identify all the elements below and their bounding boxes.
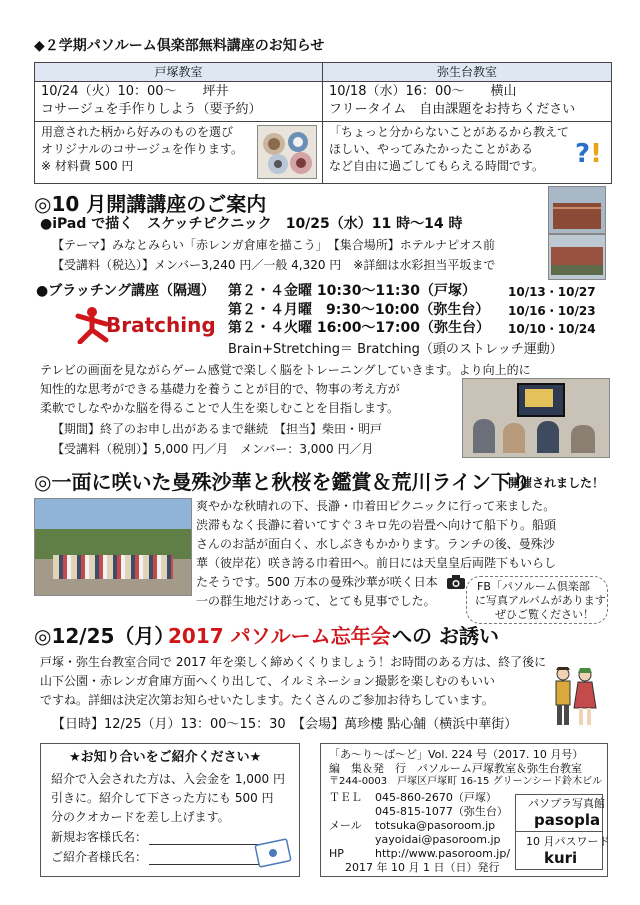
report-line5: たそうです。500 万本の曼殊沙華が咲く日本 xyxy=(196,575,438,589)
totsuka-line1: 10/24（火）10：00～ 坪井 xyxy=(41,84,229,99)
bratching-formula: Brain+Stretching＝ Bratching（頭のストレッチ運動） xyxy=(228,342,563,357)
yayoidai-line1: 10/18（水）16：00～ 横山 xyxy=(329,84,517,99)
party-p1: 戸塚・弥生台教室合同で 2017 年を楽しく締めくくりましょう！お時間のある方は、終了後に xyxy=(40,655,547,669)
report-line6: 一の群生地だけあって、とても見事でした。 xyxy=(196,594,436,608)
section4-title-c: への お誘い xyxy=(392,624,499,648)
corsage-photo xyxy=(257,125,317,179)
bratching-row1: 第２・４金曜 10:30～11:30（戸塚） xyxy=(228,283,477,299)
bratching-row1-dates: 10/13・10/27 xyxy=(508,285,596,299)
section3-title: ◎一面に咲いた曼殊沙華と秋桜を鑑賞＆荒川ライン下り xyxy=(34,470,531,494)
bratching-row3-dates: 10/10・10/24 xyxy=(508,322,596,336)
report-line3: さんのお話が面白く、水しぶきもかかります。ランチの後、曼殊沙 xyxy=(196,537,555,551)
section1-title: ◆２学期パソルーム倶楽部無料講座のお知らせ xyxy=(34,38,325,54)
referral-l1: 紹介で入会された方は、入会金を 1,000 円 xyxy=(51,772,285,786)
yayoidai-desc3: など自由に過ごしてもらえる時間です。 xyxy=(329,159,545,173)
issue-date: 2017 年 10 月 1 日（日）発行 xyxy=(345,861,500,874)
red-brick-photo-1 xyxy=(548,186,606,234)
section2-title: ◎10 月開講講座のご案内 xyxy=(34,192,267,216)
report-line1: 爽やかな秋晴れの下、長瀞・巾着田ピクニックに行って来ました。 xyxy=(196,499,556,513)
totsuka-line2: コサージュを手作りしよう（要予約） xyxy=(41,102,262,117)
tel-yayoidai: 045-815-1077（弥生台） xyxy=(375,805,508,818)
new-customer-label: 新規お客様氏名： xyxy=(51,830,148,844)
totsuka-header: 戸塚教室 xyxy=(35,63,323,82)
address: 〒244-0003 戸塚区戸塚町 16-15 グリーンシード鈴木ビル xyxy=(329,776,603,787)
bratching-class-photo xyxy=(462,378,610,458)
referral-title: ★お知り合いをご紹介ください★ xyxy=(69,750,262,765)
ipad-fee: 【受講料（税込）】メンバー3,240 円／一般 4,320 円 ※詳細は水彩担当平坂まで xyxy=(52,258,496,272)
quo-card-icon xyxy=(254,838,292,874)
mail-yayoidai[interactable]: yayoidai@pasoroom.jp xyxy=(375,833,501,846)
classroom-table xyxy=(34,62,612,184)
totsuka-desc3: ※ 材料費 500 円 xyxy=(41,159,134,173)
pasopla-id: pasopla xyxy=(534,811,601,829)
fb-line1: FB「パソルーム倶楽部 xyxy=(477,580,590,593)
section4-title-b: 2017 パソルーム忘年会 xyxy=(168,624,391,648)
question-exclaim-icon: ?! xyxy=(575,139,602,169)
mail-totsuka[interactable]: totsuka@pasoroom.jp xyxy=(375,819,496,832)
fb-line2: に写真アルバムがあります xyxy=(475,594,606,607)
bratching-row2-dates: 10/16・10/23 xyxy=(508,304,596,318)
totsuka-desc2: オリジナルのコサージュを作ります。 xyxy=(41,142,243,156)
tel-totsuka: 045-860-2670（戸塚） xyxy=(375,791,497,804)
party-p2: 山下公園・赤レンガ倉庫方面へくり出して、イルミネーション撮影を楽しむのもいい xyxy=(40,674,495,688)
bratching-logo-text: Bratching xyxy=(106,313,216,337)
referrer-name-line xyxy=(149,864,259,865)
referrer-label: ご紹介者様氏名： xyxy=(51,850,148,864)
fb-line3: ぜひご覧ください！ xyxy=(495,608,594,621)
bratching-p3: 柔軟でしなやかな脳を得ることで人生を楽しむことを目指します。 xyxy=(40,401,400,415)
fb-album-callout xyxy=(466,576,608,624)
publisher: 編 集＆発 行 パソルーム戸塚教室＆弥生台教室 xyxy=(329,762,582,775)
bratching-title: ●ブラッチング講座（隔週） xyxy=(36,283,215,299)
ipad-theme: 【テーマ】みなとみらい「赤レンガ倉庫を描こう」 【集合場所】ホテルナピオス前 xyxy=(52,238,495,252)
hp-link[interactable]: http://www.pasoroom.jp/ xyxy=(375,847,511,860)
section3-subtitle: 開催されました！ xyxy=(508,476,605,490)
nagatoro-group-photo xyxy=(34,498,192,596)
bratching-row2: 第２・４月曜 9:30～10:00（弥生台） xyxy=(228,302,490,318)
yayoidai-header: 弥生台教室 xyxy=(323,63,611,82)
section4-title-a: ◎12/25（月） xyxy=(34,624,175,648)
bratching-p2: 知性的な思考ができる基礎力を養うことが目的で、物事の考え方が xyxy=(40,382,400,396)
pasopla-box xyxy=(515,794,610,870)
hp-label: HP xyxy=(329,847,344,860)
pasopla-title: パソプラ写真館 xyxy=(528,797,605,810)
camera-icon xyxy=(446,574,466,594)
yayoidai-desc1: 「ちょっと分からないことがあるから教えて xyxy=(329,125,570,139)
issue-info: 「あ～り～ば～ど」Vol. 224 号（2017. 10 月号） xyxy=(329,748,584,761)
referral-l3: 分のクオカードを差し上げます。 xyxy=(51,810,230,824)
bratching-logo xyxy=(72,306,216,344)
bratching-p1: テレビの画面を見ながらゲーム感覚で楽しく脳をトレーニングしていきます。より向上的に xyxy=(40,363,531,377)
referral-l2: 引きに。紹介して下さった方にも 500 円 xyxy=(51,791,274,805)
ipad-course-title: ●iPad で描く スケッチピクニック 10/25（水）11 時～14 時 xyxy=(40,216,463,232)
report-line4: 華（彼岸花）咲き誇る巾着田へ。前日には天皇皇后両陛下もいらし xyxy=(196,556,557,570)
mail-label: メール xyxy=(329,819,362,832)
bratching-fee: 【受講料（税別）】5,000 円／月 メンバー：3,000 円／月 xyxy=(52,442,374,456)
tel-label: ＴＥＬ xyxy=(329,791,362,804)
party-p3: ですね。詳細は決定次第お知らせいたします。たくさんのご参加お待ちしています。 xyxy=(40,693,494,707)
couple-illustration-icon xyxy=(548,666,600,732)
yayoidai-line2: フリータイム 自由課題をお持ちください xyxy=(329,102,576,117)
report-line2: 渋滞もなく長瀞に着いてすぐ３キロ先の岩畳へ向けて船下り。船頭 xyxy=(196,518,557,532)
new-customer-name-line xyxy=(149,844,259,845)
password-title: 10 月パスワード xyxy=(526,835,610,848)
publisher-box xyxy=(320,743,608,877)
red-brick-photo-2 xyxy=(548,234,606,280)
totsuka-desc1: 用意された柄から好みのものを選び xyxy=(41,125,234,139)
password-value: kuri xyxy=(544,849,578,867)
bratching-period: 【期間】終了のお申し出があるまで継続 【担当】柴田・明戸 xyxy=(52,422,383,436)
yayoidai-desc2: ほしい、やってみたかったことがある xyxy=(329,142,534,156)
party-info: 【日時】12/25（月）13：00～15：30 【会場】萬珍樓 點心舗（横浜中華街） xyxy=(52,717,518,732)
bratching-row3: 第２・４火曜 16:00～17:00（弥生台） xyxy=(228,320,491,336)
